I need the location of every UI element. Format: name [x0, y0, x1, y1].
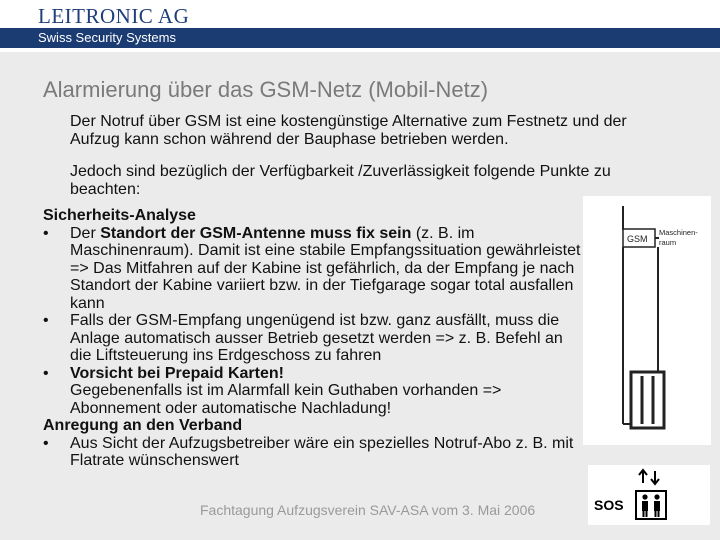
bullet-text: Aus Sicht der Aufzugsbetreiber wäre ein spezielles Notruf-Abo z. B. mit Flatrate wünschenswert	[70, 434, 574, 469]
sos-panel	[588, 465, 710, 525]
bullet-dot: •	[43, 312, 49, 329]
elevator-cabin	[631, 372, 664, 428]
elevator-people-icon	[636, 491, 666, 519]
company-logo: LEITRONIC AG	[38, 4, 190, 28]
bullet-text: Falls der GSM-Empfang ungenügend ist bzw. ganz ausfällt, muss die Anlage automatisch ausser Betrieb gesetzt werden => z. B. Befehl an die Liftsteuerung ins Erdgeschoss zu fahren	[70, 312, 563, 364]
header	[0, 0, 720, 52]
bullet-item	[43, 312, 583, 365]
bullet-text: Der	[70, 224, 101, 242]
intro-paragraph-1: Der Notruf über GSM ist eine kostengünstige Alternative zum Festnetz und der Aufzug kann schon während der Bauphase betrieben werden.	[70, 113, 627, 148]
tagline-bar	[0, 28, 720, 48]
bullet-item	[43, 365, 583, 418]
elevator-shaft-diagram	[583, 196, 711, 445]
bullet-dot: •	[43, 224, 49, 242]
intro-paragraph-2: Jedoch sind bezüglich der Verfügbarkeit /Zuverlässigkeit folgende Punkte zu beachten:	[70, 163, 611, 198]
slide-content	[43, 207, 583, 470]
bullet-item	[43, 435, 583, 470]
section-heading-association: Anregung an den Verband	[43, 417, 243, 434]
bullet-bold-text: Standort der GSM-Antenne muss fix sein	[100, 224, 412, 242]
machine-room-label: Maschinen-	[659, 228, 698, 237]
elevator-shaft-drawing	[583, 196, 711, 445]
footer-text: Fachtagung Aufzugsverein SAV-ASA vom 3. Mai 2006	[200, 502, 536, 518]
sos-label: SOS	[594, 497, 624, 513]
tagline: Swiss Security Systems	[38, 30, 176, 45]
arrows-icon	[639, 470, 659, 484]
bullet-text: Gegebenenfalls ist im Alarmfall kein Guthaben vorhanden => Abonnement oder automatische Nachladung!	[70, 382, 502, 417]
gsm-label: GSM	[627, 234, 648, 244]
bullet-bold-text: Vorsicht bei Prepaid Karten!	[70, 364, 284, 382]
machine-room-label-2: raum	[659, 238, 677, 247]
bullet-dot: •	[43, 434, 49, 452]
slide-title: Alarmierung über das GSM-Netz (Mobil-Netz)	[43, 77, 489, 102]
bullet-text: (z. B. im Maschinenraum). Damit ist eine stabile Empfangssituation gewährleistet => Das Mitfahren auf der Kabine ist gefährlich, da der Empfang je nach Standort der Kabine variiert bzw. in der Tiefgarage sogar total ausfallen kann	[70, 224, 581, 312]
bullet-dot: •	[43, 364, 49, 382]
sos-graphic	[588, 465, 710, 525]
section-heading-safety: Sicherheits-Analyse	[43, 207, 196, 224]
bullet-item	[43, 225, 583, 313]
